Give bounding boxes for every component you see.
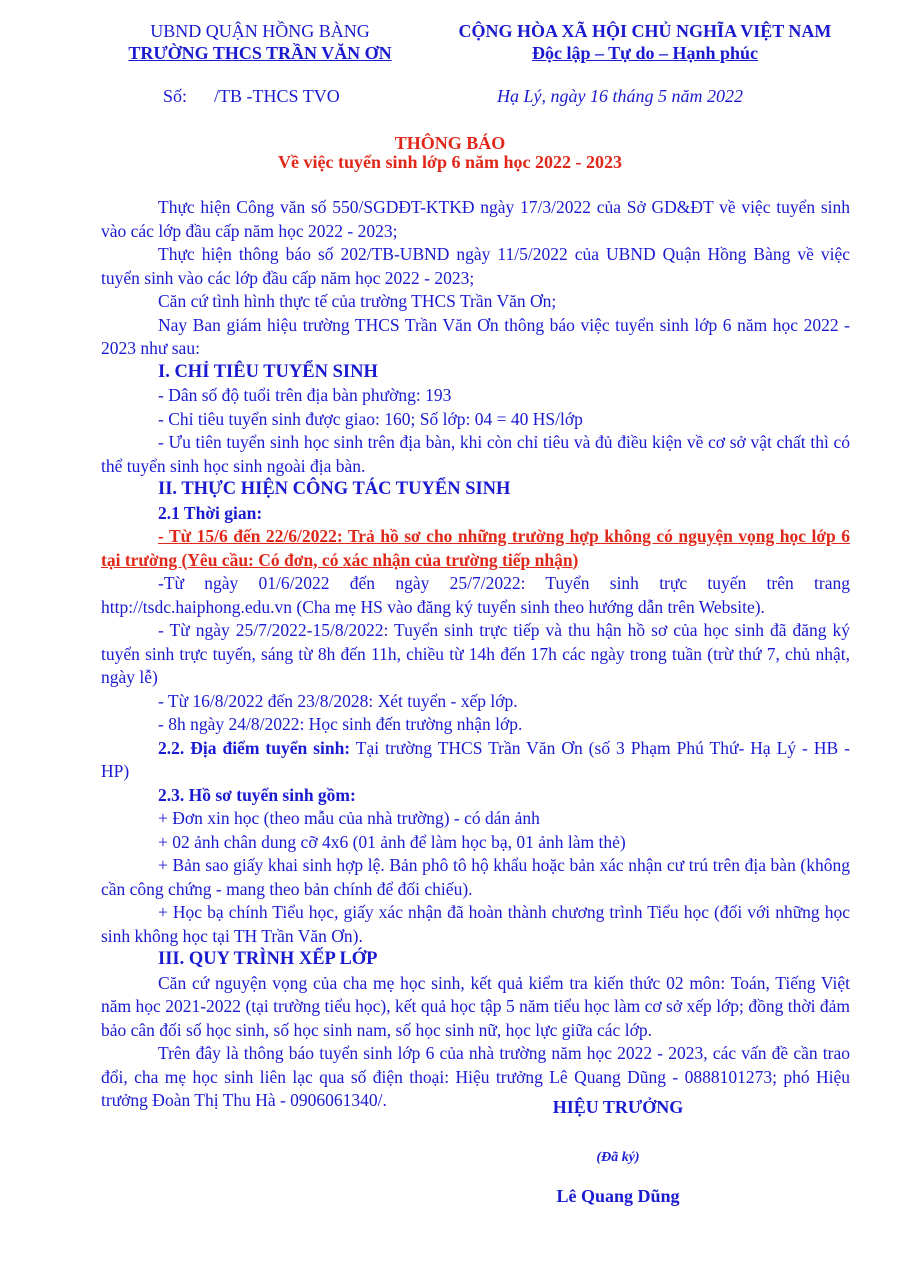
time-item: - Từ 16/8/2022 đến 23/8/2028: Xét tuyển - xếp lớp. [158, 690, 518, 711]
document-title: THÔNG BÁO [394, 133, 506, 153]
docs-item: + 02 ảnh chân dung cỡ 4x6 (01 ảnh để làm học bạ, 01 ảnh làm thẻ) [158, 831, 626, 852]
section1-item: - Chỉ tiêu tuyển sinh được giao: 160; Số lớp: 04 = 40 HS/lớp [158, 408, 583, 429]
document-body [101, 196, 850, 1113]
section3-paragraph: Căn cứ nguyện vọng của cha mẹ học sinh, kết quả kiểm tra kiến thức 02 môn: Toán, Tiếng Việt năm học 2021-2022 (tại trường tiểu học), kết quả học tập 5 năm tiểu học làm cơ sở xếp lớp; đồng thời đảm bảo cân đối số học sinh, số học sinh nam, số học sinh nữ, học lực giữa các lớp. [101, 972, 850, 1040]
national-motto-block [425, 20, 865, 64]
signer-title: HIỆU TRƯỞNG [552, 1097, 684, 1117]
intro-paragraph: Căn cứ tình hình thực tế của trường THCS Trần Văn Ơn; [158, 291, 557, 311]
time-item: - 8h ngày 24/8/2022: Học sinh đến trường nhận lớp. [158, 714, 523, 734]
intro-paragraph: Thực hiện Công văn số 550/SGDĐT-KTKĐ ngày 17/3/2022 của Sở GD&ĐT về việc tuyển sinh vào các lớp đầu cấp năm học 2022 - 2023; [101, 197, 850, 241]
docs-item: + Đơn xin học (theo mẫu của nhà trường) - có dán ảnh [158, 808, 540, 828]
section1-item: - Dân số độ tuổi trên địa bàn phường: 193 [158, 385, 452, 405]
time-item: - Từ ngày 25/7/2022-15/8/2022: Tuyển sinh trực tiếp và thu hận hồ sơ của học sinh đã đăng ký tuyển sinh trực tuyến, sáng từ 8h đến 11h, chiều từ 14h đến 17h các ngày trong tuần (trừ thứ 7, chủ nhật, ngày lễ) [101, 620, 850, 687]
docs-item: + Học bạ chính Tiểu học, giấy xác nhận đã hoàn thành chương trình Tiểu học (đối với những học sinh không học tại TH Trần Văn Ơn). [101, 902, 850, 946]
place-paragraph [101, 737, 850, 784]
national-title: CỘNG HÒA XÃ HỘI CHỦ NGHĨA VIỆT NAM [458, 21, 832, 41]
docs-item: + Bản sao giấy khai sinh hợp lệ. Bản phô tô hộ khẩu hoặc bản xác nhận cư trú trên địa bàn (không cần công chứng - mang theo bản chính để đối chiếu). [101, 855, 850, 899]
document-number: Số: /TB -THCS TVO [163, 86, 340, 106]
section2-heading: II. THỰC HIỆN CÔNG TÁC TUYỂN SINH [158, 479, 511, 499]
signed-note: (Đã ký) [596, 1150, 640, 1165]
section3-heading: III. QUY TRÌNH XẾP LỚP [158, 949, 378, 969]
issuer-authority: UBND QUẬN HỒNG BÀNG [150, 21, 370, 41]
signature-block [488, 1097, 748, 1207]
section1-heading: I. CHỈ TIÊU TUYỂN SINH [158, 361, 378, 382]
issuer-block [115, 20, 405, 64]
docs-heading: 2.3. Hồ sơ tuyển sinh gồm: [158, 784, 356, 805]
document-date: Hạ Lý, ngày 16 tháng 5 năm 2022 [497, 86, 743, 106]
issuer-school: TRƯỜNG THCS TRẦN VĂN ƠN [128, 43, 392, 63]
section3-paragraph: Trên đây là thông báo tuyển sinh lớp 6 của nhà trường năm học 2022 - 2023, các vấn đề cần trao đổi, cha mẹ học sinh liên lạc qua số điện thoại: Hiệu trưởng Lê Quang Dũng - 0888101273; phó Hiệu trưởng Đoàn Thị Thu Hà - 0906061340/. [101, 1043, 850, 1110]
intro-paragraph: Thực hiện thông báo số 202/TB-UBND ngày 11/5/2022 của UBND Quận Hồng Bàng về việc tuyển sinh vào các lớp đầu cấp năm học 2022 - 2023; [101, 244, 850, 288]
time-heading: 2.1 Thời gian: [158, 502, 263, 523]
national-motto: Độc lập – Tự do – Hạnh phúc [531, 43, 759, 63]
time-item: -Từ ngày 01/6/2022 đến ngày 25/7/2022: Tuyển sinh trực tuyến trên trang http://tsdc.haiphong.edu.vn (Cha mẹ HS vào đăng ký tuyển sinh theo hướng dẫn trên Website). [101, 573, 850, 617]
signer-name: Lê Quang Dũng [556, 1186, 680, 1206]
document-subtitle: Về việc tuyển sinh lớp 6 năm học 2022 - 2023 [278, 152, 622, 172]
section1-item: - Ưu tiên tuyển sinh học sinh trên địa bàn, khi còn chỉ tiêu và đủ điều kiện về cơ sở vật chất thì có thể tuyển sinh học sinh ngoài địa bàn. [101, 432, 850, 476]
intro-paragraph: Nay Ban giám hiệu trường THCS Trần Văn Ơn thông báo việc tuyển sinh lớp 6 năm học 2022 - 2023 như sau: [101, 314, 850, 358]
place-text: Tại trường THCS Trần Văn Ơn (số 3 Phạm Phú Thứ- Hạ Lý - HB - HP) [101, 737, 850, 781]
place-label: 2.2. Địa điểm tuyển sinh: [158, 737, 351, 758]
time-highlight: - Từ 15/6 đến 22/6/2022: Trả hồ sơ cho những trường hợp không có nguyện vọng học lớp 6 tại trường (Yêu cầu: Có đơn, có xác nhận của trường tiếp nhận) [101, 526, 850, 570]
